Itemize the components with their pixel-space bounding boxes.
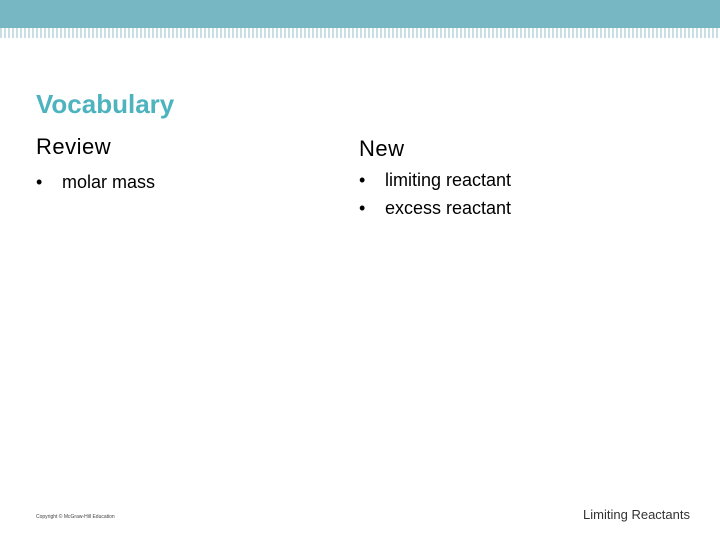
copyright-notice: Copyright © McGraw-Hill Education [36, 514, 115, 520]
header-band [0, 0, 720, 28]
review-list [36, 170, 155, 198]
new-heading: New [359, 136, 405, 161]
new-item-text: limiting reactant [385, 170, 512, 190]
bullet-icon: • [36, 172, 43, 192]
new-item [359, 196, 511, 224]
bullet-icon: • [359, 170, 366, 190]
header-stripes [0, 28, 720, 38]
review-item [36, 170, 155, 198]
new-item-text: excess reactant [385, 198, 512, 218]
bullet-icon: • [359, 198, 366, 218]
review-item-text: molar mass [62, 172, 156, 192]
footer-section-title: Limiting Reactants [583, 507, 690, 522]
new-list [359, 168, 511, 224]
new-item [359, 168, 511, 196]
slide-title: Vocabulary [36, 89, 175, 119]
review-heading: Review [36, 134, 112, 159]
